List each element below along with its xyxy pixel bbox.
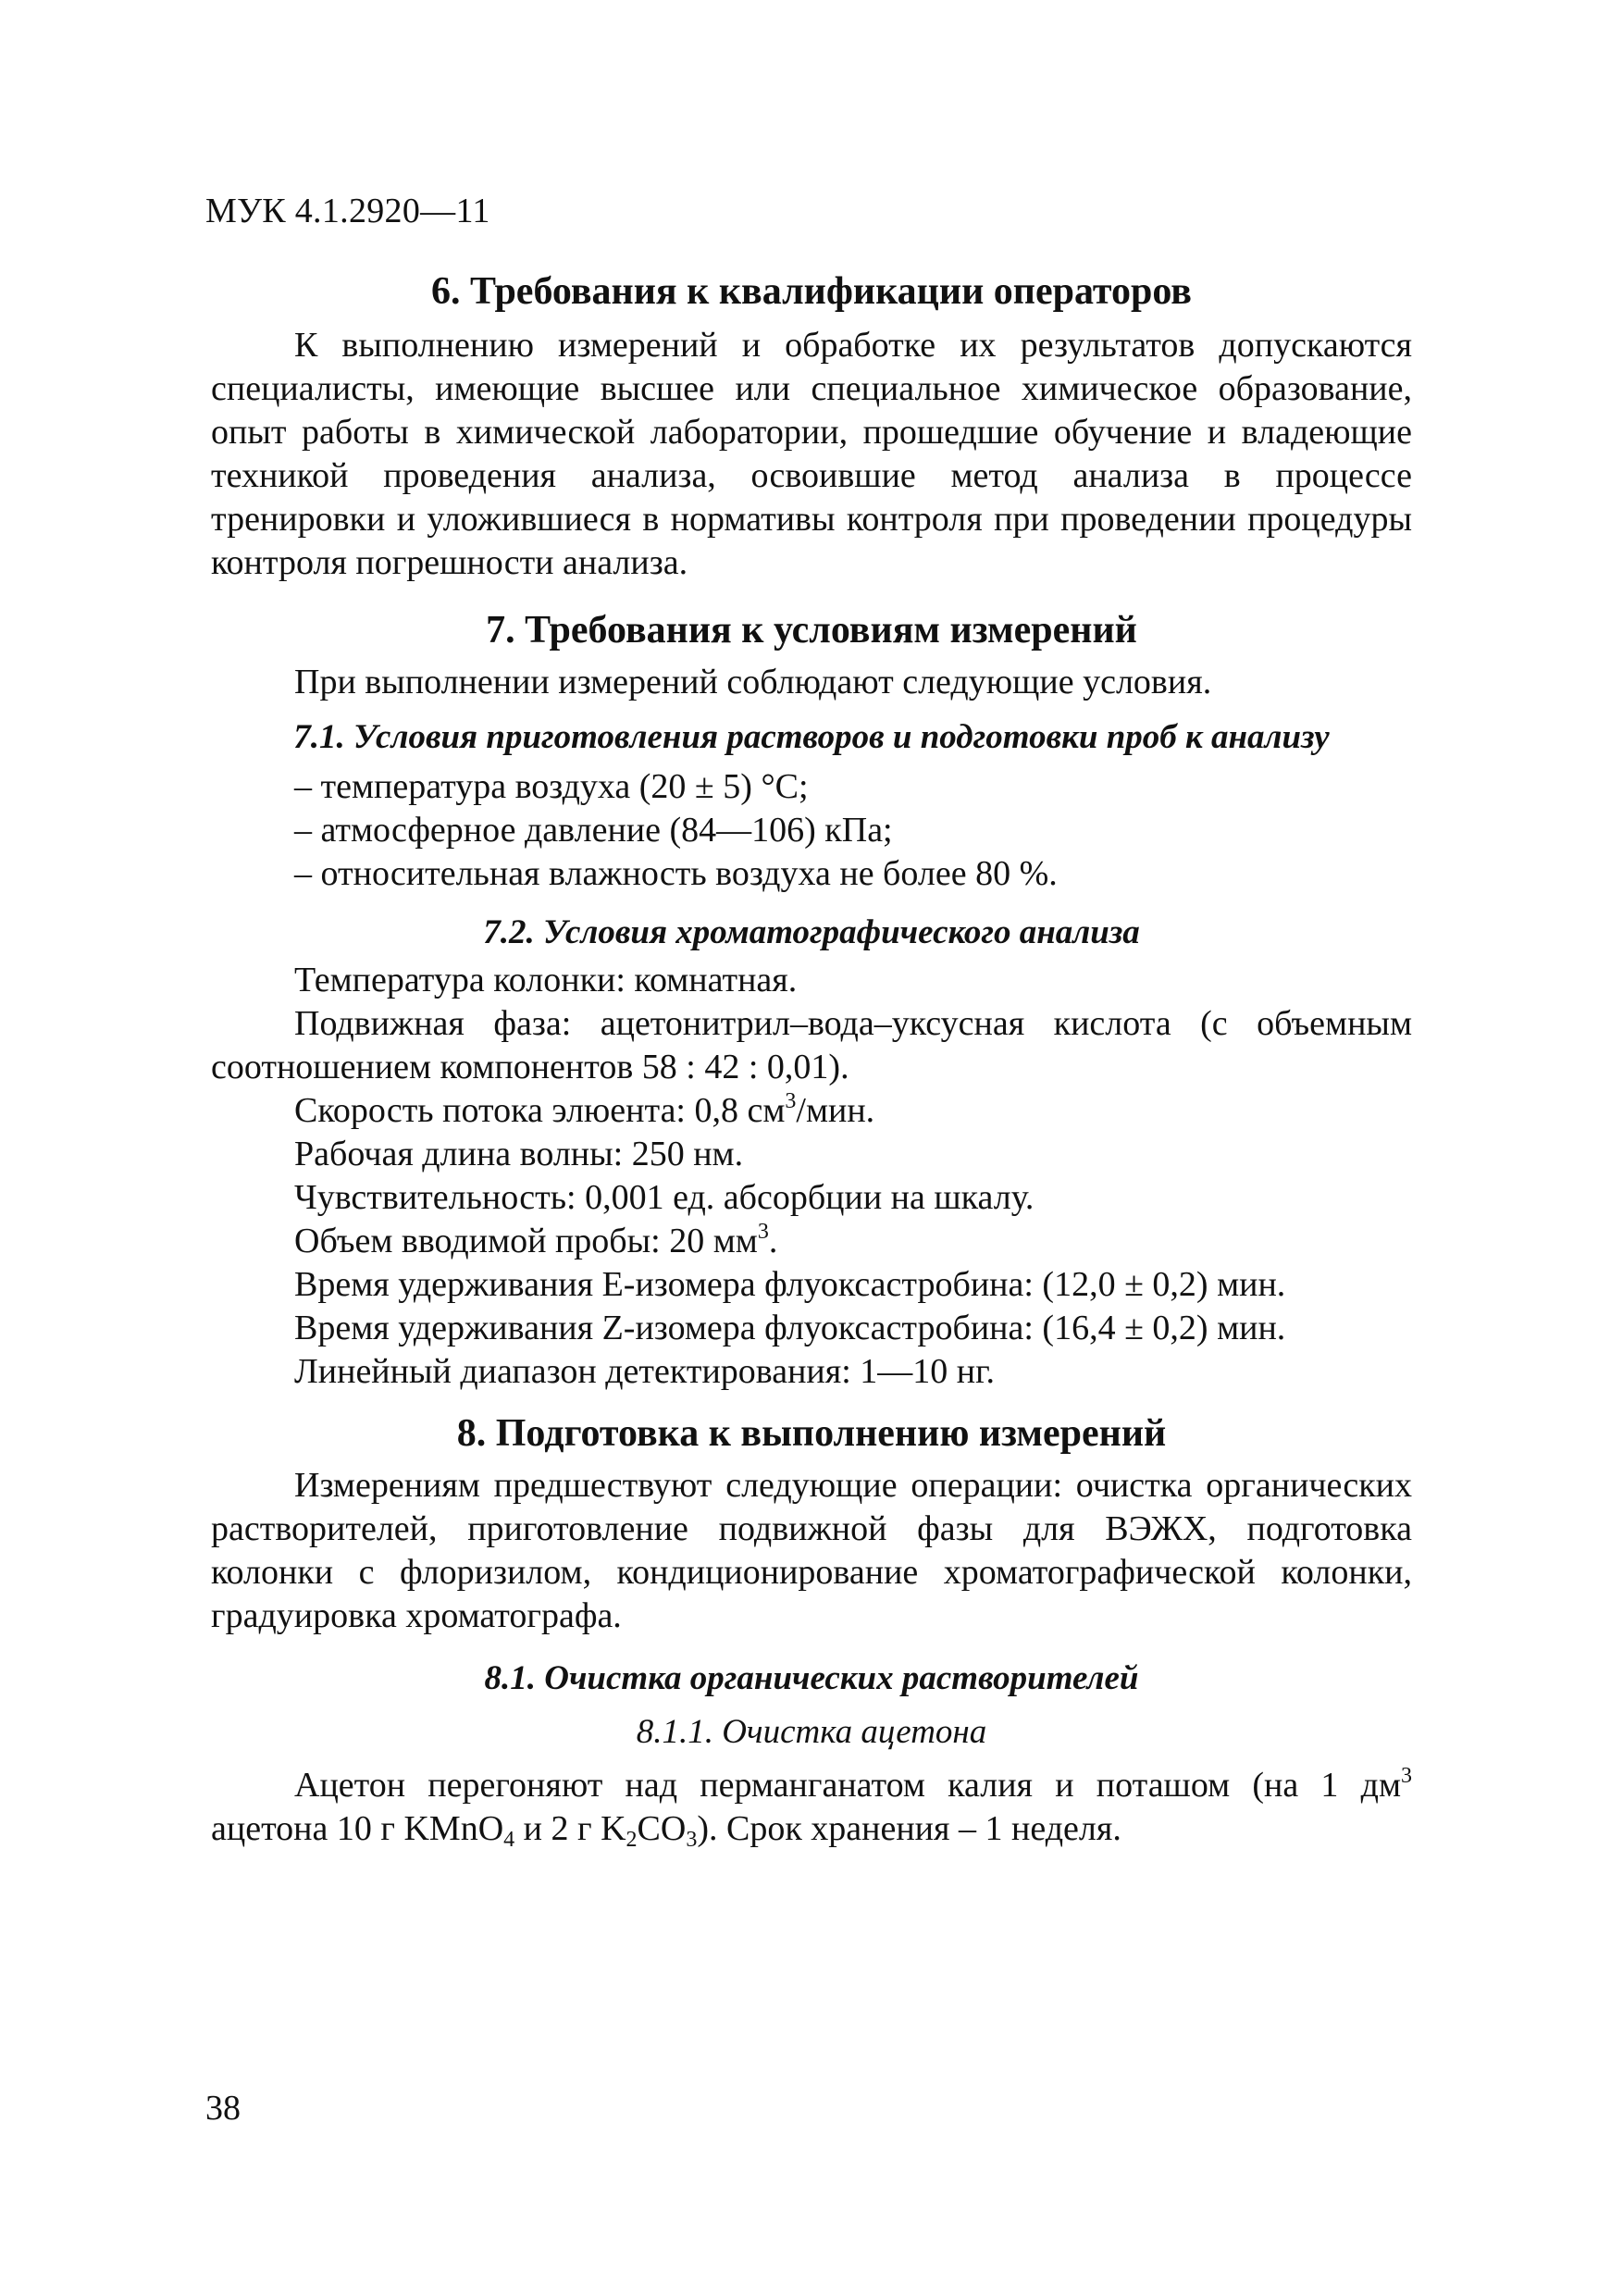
section-7-intro: При выполнении измерений соблюдают следующие условия. bbox=[294, 663, 1212, 701]
retention-time-z: Время удерживания Z-изомера флуоксастробина: (16,4 ± 0,2) мин. bbox=[294, 1309, 1286, 1347]
linear-range: Линейный диапазон детектирования: 1—10 нг. bbox=[294, 1352, 995, 1391]
sensitivity: Чувствительность: 0,001 ед. абсорбции на шкалу. bbox=[294, 1178, 1035, 1217]
section-8-text: Измерениям предшествуют следующие операции: очистка органических растворителей, приготовление подвижной фазы для ВЭЖХ, подготовка колонки с флоризилом, кондиционирование хроматографической колонки, градуировка хроматографа. bbox=[211, 1466, 1412, 1635]
section-7-heading: 7. Требования к условиям измерений bbox=[486, 609, 1137, 652]
page-number: 38 bbox=[205, 2089, 241, 2128]
wavelength: Рабочая длина волны: 250 нм. bbox=[294, 1135, 744, 1173]
conditions-list bbox=[211, 765, 1412, 896]
list-item: – атмосферное давление (84—106) кПа; bbox=[294, 811, 893, 850]
subsection-7-1-heading: 7.1. Условия приготовления растворов и подготовки проб к анализу bbox=[293, 718, 1330, 756]
page-content bbox=[211, 267, 1412, 1851]
section-6-text: К выполнению измерений и обработке их результатов допускаются специалисты, имеющие высшее или специальное химическое образование, опыт работы в химической лаборатории, прошедшие обучение и владеющие техникой проведения анализа, освоившие метод анализа в процессе тренировки и уложившиеся в нормативы контроля при проведении процедуры контроля погрешности анализа. bbox=[211, 326, 1412, 582]
section-6-heading: 6. Требования к квалификации операторов bbox=[431, 270, 1192, 313]
acetone-purification-text: Ацетон перегоняют над перманганатом калия и поташом (на 1 $дм^3$ ацетона 10 г KMnO$_4$ и 2 г $K_2CO_3$). Срок хранения – 1 неделя. bbox=[211, 1764, 1412, 1852]
list-item: – относительная влажность воздуха не более 80 %. bbox=[294, 854, 1058, 893]
subsection-8-1-heading: 8.1. Очистка органических растворителей bbox=[484, 1659, 1139, 1697]
list-item: – температура воздуха (20 ± 5) °С; bbox=[294, 767, 809, 806]
mobile-phase: Подвижная фаза: ацетонитрил–вода–уксусная кислота (с объемным соотношением компонентов 58 : 42 : 0,01). bbox=[211, 1004, 1412, 1086]
flow-rate: Скорость потока элюента: 0,8 $см^3$/мин. bbox=[294, 1089, 875, 1130]
chromatography-conditions bbox=[211, 959, 1412, 1394]
subsection-7-2-heading: 7.2. Условия хроматографического анализа bbox=[483, 913, 1140, 951]
injection-volume: Объем вводимой пробы: 20 $мм^3$. bbox=[294, 1220, 778, 1260]
document-code: МУК 4.1.2920—11 bbox=[205, 192, 490, 230]
subsection-8-1-1-heading: 8.1.1. Очистка ацетона bbox=[636, 1713, 987, 1751]
retention-time-e: Время удерживания Е-изомера флуоксастробина: (12,0 ± 0,2) мин. bbox=[294, 1265, 1286, 1304]
section-8-heading: 8. Подготовка к выполнению измерений bbox=[456, 1412, 1167, 1455]
column-temperature: Температура колонки: комнатная. bbox=[294, 961, 798, 999]
